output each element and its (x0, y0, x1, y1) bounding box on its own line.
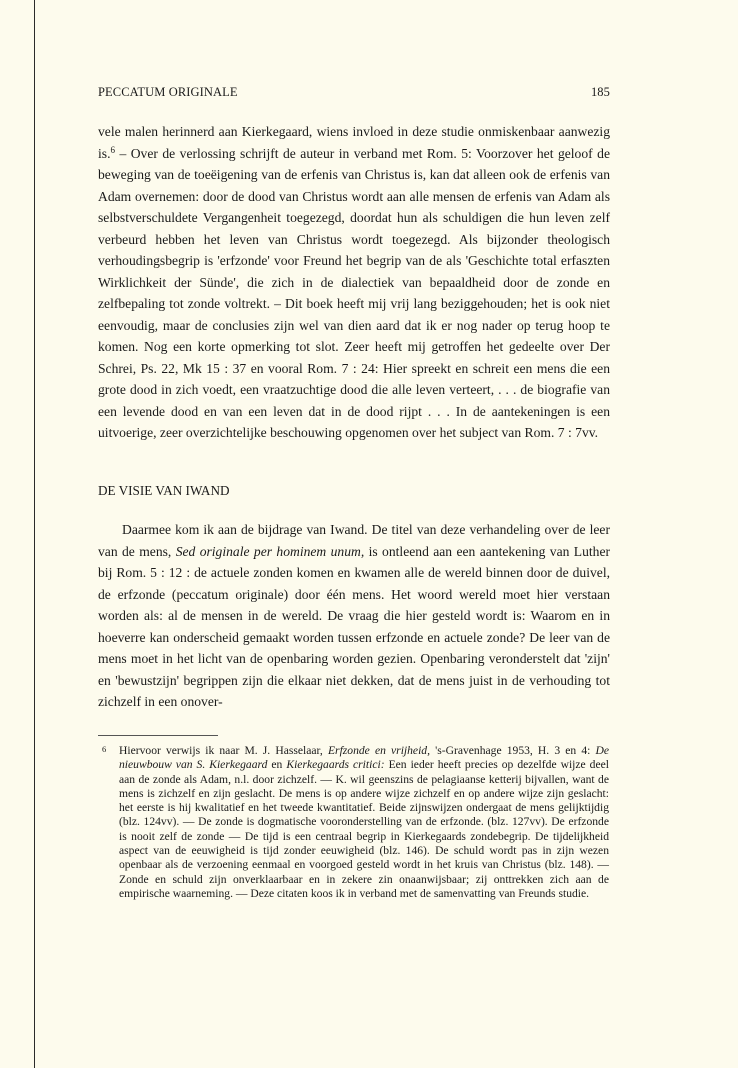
paragraph-2-text-b: is ontleend aan een aantekening van Luther bij Rom. 5 : 12 : de actuele zonden komen en kwamen alle de wereld binnen door de duivel, de erfzonde (peccatum originale) door één mens. Het woord wereld moet hier verstaan worden als: al de mensen in de wereld. De vraag die hier gesteld wordt is: Waarom en in hoeverre kan onderscheid gemaakt worden tussen erfzonde en actuele zonde? De leer van de mens moet in het licht van de openbaring worden gezien. Openbaring veronderstelt dat 'zijn' en 'bewustzijn' begrippen zijn die elkaar niet dekken, dat de mens juist in de verhouding tot zichzelf in een onover- (98, 543, 611, 709)
footnote-reference: 6 (110, 144, 115, 155)
section-heading: DE VISIE VAN IWAND (98, 483, 230, 498)
footnote-text-c: en (267, 758, 287, 772)
footnote-marker: 6 (102, 744, 107, 754)
running-head-title: PECCATUM ORIGINALE (98, 85, 238, 99)
footnote-title-2: De nieuwbouw van S. Kierkegaard (119, 744, 610, 772)
paragraph-1-text-b: – Over de verlossing schrijft de auteur in verband met Rom. 5: Voorzover het geloof de beweging van de toeëigening van de erfenis van Christus is, kan dat alleen ook de erfenis van Adam overnemen: door de dood van Christus wordt aan alle mensen de erfenis van Adam als selbstverschuldete Vergangenheit toegezegd, doordat hun als schuldigen die hun leven zelf verbeurd hebben het leven van Christus wordt toegezegd. Als bijzonder theologisch verhoudingsbegrip is 'erfzonde' voor Freund het begrip van de als 'Geschichte total erfaszten Wirklichkeit der Sünde', die zich in de dialectiek van bepaaldheid door de zonde en zelfbepaling tot zonde voltrekt. – Dit boek heeft mij vrij lang beziggehouden; het is ook niet eenvoudig, maar de conclusies zijn wel van dien aard dat ik er nog nader op terug hoop te komen. Nog een korte opmerking tot slot. Zeer heeft mij getroffen het gedeelte over Der Schrei, Ps. 22, Mk 15 : 37 en vooral Rom. 7 : 24: Hier spreekt en schreit een mens die een grote dood in zich voedt, een vraatzuchtige dood die alle leven verteert, . . . de biografie van een levende dood en van een leven dat in de dood rijpt . . . In de aantekeningen is een uitvoerige, zeer overzichtelijke beschouwing opgenomen over het subject van Rom. 7 : 7vv. (98, 145, 610, 440)
footnote-text-a: Hiervoor verwijs ik naar M. J. Hasselaar, (119, 744, 328, 757)
page-number: 185 (590, 85, 610, 99)
paragraph-1 (98, 121, 610, 444)
paragraph-1-text-a: vele malen herinnerd aan Kierkegaard, wiens invloed in deze studie onmiskenbaar aanwezig is. (98, 124, 610, 161)
footnote-text-b: 's-Gravenhage 1953, H. 3 en 4: (430, 744, 596, 757)
paragraph-2-italic-title: Sed originale per hominem unum, (175, 543, 365, 559)
footnote (102, 744, 610, 901)
paragraph-2 (98, 519, 610, 713)
footnote-rule (98, 735, 218, 736)
footnote-title-1: Erfzonde en vrijheid, (327, 744, 430, 757)
footnote-text-d: Een ieder heeft precies op dezelfde wijze deel aan de zonde als Adam, n.l. door zichzelf. — K. wil geenszins de pelagiaanse ketterij bijvallen, want de mens is zichzelf en zijn geslacht. De mens is op andere wijze zichzelf en op andere wijze zijn geslacht: het eerste is hij kwalitatief en het tweede kwantitatief. Beide zijnswijzen ondergaat de mens gelijktijdig (blz. 124vv). — De zonde is dogmatische vooronderstelling van de erfzonde. (blz. 127vv). De erfzonde is nooit zelf de zonde — De tijd is een centraal begrip in Kierkegaards zondebegrip. De tijdelijkheid aspect van de eeuwigheid is tijd zonder eeuwigheid (blz. 146). De schuld wordt pas in zijn wezen openbaar als de verzoening eenmaal en voorgoed gesteld wordt in het kruis van Christus (blz. 148). — Zonde en schuld zijn onverklaarbaar en in zekere zin onaanwijsbaar; zij onttrekken zich aan de empirische waarneming. — Deze citaten koos ik in verband met de samenvatting van Freunds studie. (119, 758, 609, 900)
paragraph-2-text-a: Daarmee kom ik aan de bijdrage van Iwand. De titel van deze verhandeling over de leer van de mens, (98, 522, 610, 559)
page-edge-line (34, 0, 35, 1068)
footnote-title-3: Kierkegaards critici: (286, 758, 385, 772)
